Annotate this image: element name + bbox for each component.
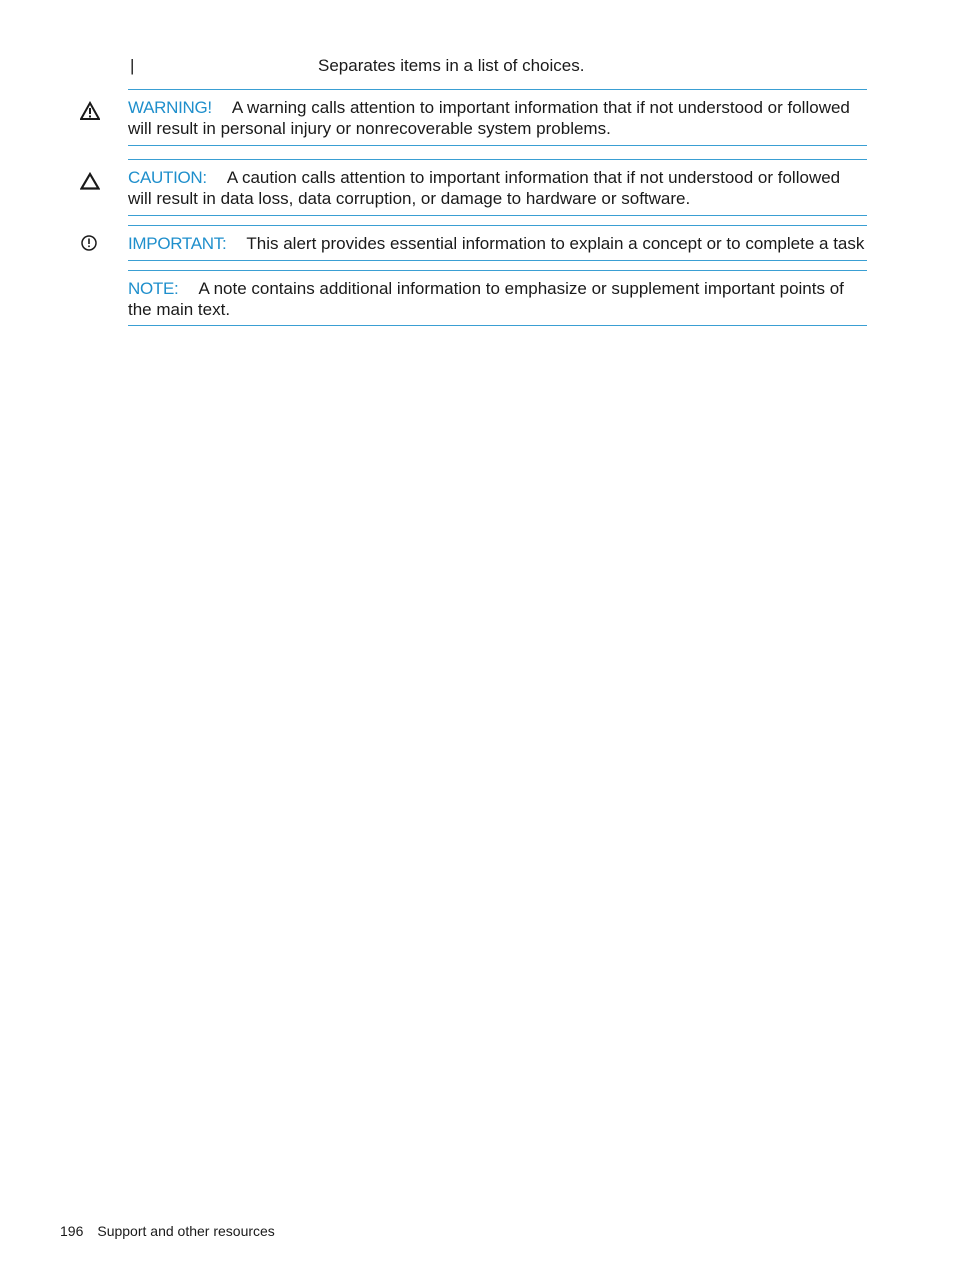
- warning-admonition: [128, 89, 867, 146]
- caution-paragraph: [128, 167, 867, 209]
- warning-triangle-icon: [80, 101, 100, 121]
- note-paragraph: [128, 278, 867, 320]
- footer-section-title: Support and other resources: [97, 1223, 275, 1239]
- convention-row: [0, 55, 954, 79]
- caution-text: A caution calls attention to important information that if not understood or followed will result in data loss, data corruption, or damage to hardware or software.: [128, 168, 841, 208]
- important-admonition: [128, 225, 867, 261]
- exclamation-circle-icon: [80, 234, 100, 254]
- convention-symbol: |: [130, 56, 135, 75]
- important-label: IMPORTANT:: [128, 234, 227, 253]
- important-text: This alert provides essential information to explain a concept or to complete a task: [246, 234, 865, 253]
- note-label: NOTE:: [128, 279, 179, 298]
- note-admonition: [128, 270, 867, 326]
- warning-text: A warning calls attention to important information that if not understood or followed will result in personal injury or nonrecoverable system problems.: [128, 98, 850, 138]
- warning-label: WARNING!: [128, 98, 212, 117]
- caution-admonition: [128, 159, 867, 216]
- caution-triangle-icon: [80, 171, 100, 191]
- warning-paragraph: [128, 97, 867, 139]
- page-footer: [60, 1222, 275, 1240]
- convention-description: Separates items in a list of choices.: [318, 56, 585, 75]
- page-number: 196: [60, 1223, 84, 1239]
- note-text: A note contains additional information to emphasize or supplement important points of the main text.: [128, 279, 844, 319]
- caution-label: CAUTION:: [128, 168, 207, 187]
- important-paragraph: [128, 233, 867, 254]
